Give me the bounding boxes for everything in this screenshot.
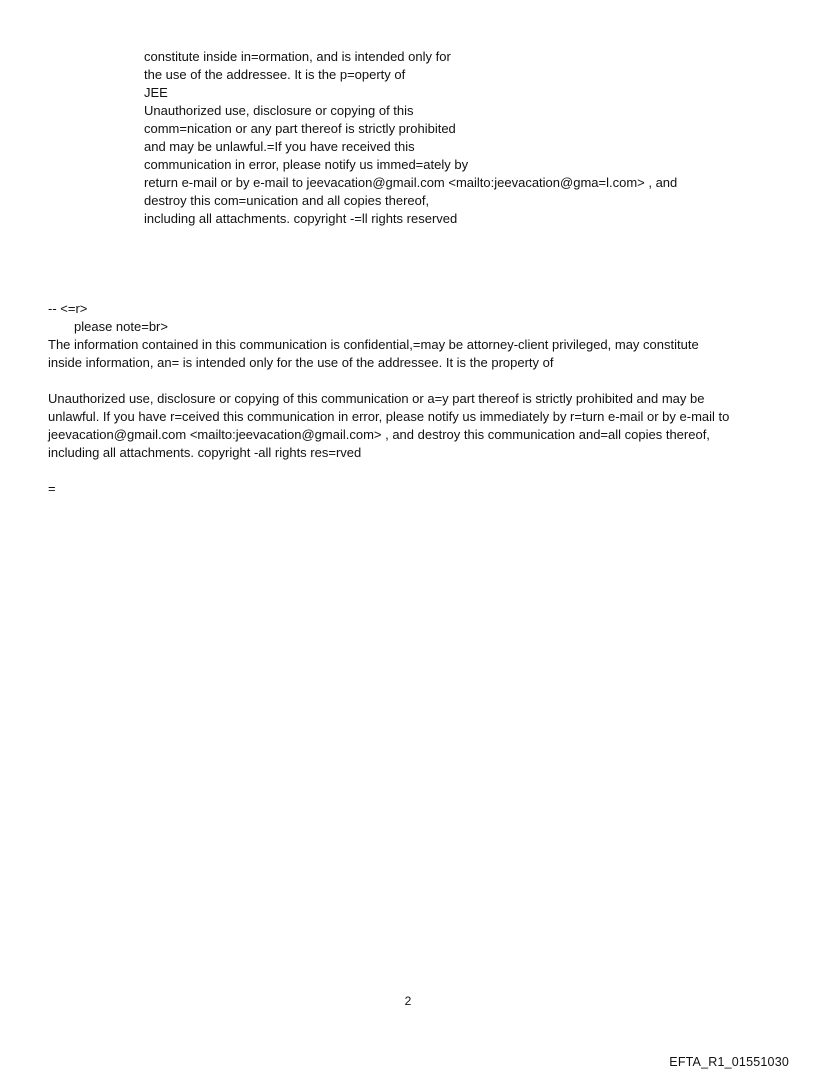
disclaimer-line: return e-mail or by e-mail to jeevacation@gmail.com <mailto:jeevacation@gma=l.com> , and: [144, 175, 678, 190]
please-note-heading: please note=br>: [74, 319, 168, 334]
disclaimer-line: including all attachments. copyright -all rights res=rved: [48, 445, 362, 460]
disclaimer-line: The information contained in this communication is confidential,=may be attorney-client privileged, may constitute: [48, 337, 699, 352]
disclaimer-line: Unauthorized use, disclosure or copying of this: [144, 103, 414, 118]
disclaimer-line: and may be unlawful.=If you have received this: [144, 139, 415, 154]
disclaimer-line: destroy this com=unication and all copies thereof,: [144, 193, 430, 208]
trailing-equals: =: [48, 481, 56, 496]
disclaimer-line: comm=nication or any part thereof is strictly prohibited: [144, 121, 456, 136]
disclaimer-line: including all attachments. copyright -=ll rights reserved: [144, 211, 458, 226]
disclaimer-line: unlawful. If you have r=ceived this communication in error, please notify us immediately by r=turn e-mail or by e-mail to: [48, 409, 730, 424]
page-number: 2: [404, 994, 412, 1008]
signature-separator: -- <=r>: [48, 301, 88, 316]
disclaimer-line: communication in error, please notify us immed=ately by: [144, 157, 469, 172]
disclaimer-line: jeevacation@gmail.com <mailto:jeevacation@gmail.com> , and destroy this communication and=all copies thereof,: [48, 427, 710, 442]
disclaimer-line: the use of the addressee. It is the p=operty of: [144, 67, 406, 82]
document-id: EFTA_R1_01551030: [669, 1055, 789, 1069]
disclaimer-line: Unauthorized use, disclosure or copying of this communication or a=y part thereof is strictly prohibited and may be: [48, 391, 705, 406]
disclaimer-line: inside information, an= is intended only for the use of the addressee. It is the property of: [48, 355, 554, 370]
disclaimer-line: JEE: [144, 85, 168, 100]
disclaimer-line: constitute inside in=ormation, and is intended only for: [144, 49, 451, 64]
